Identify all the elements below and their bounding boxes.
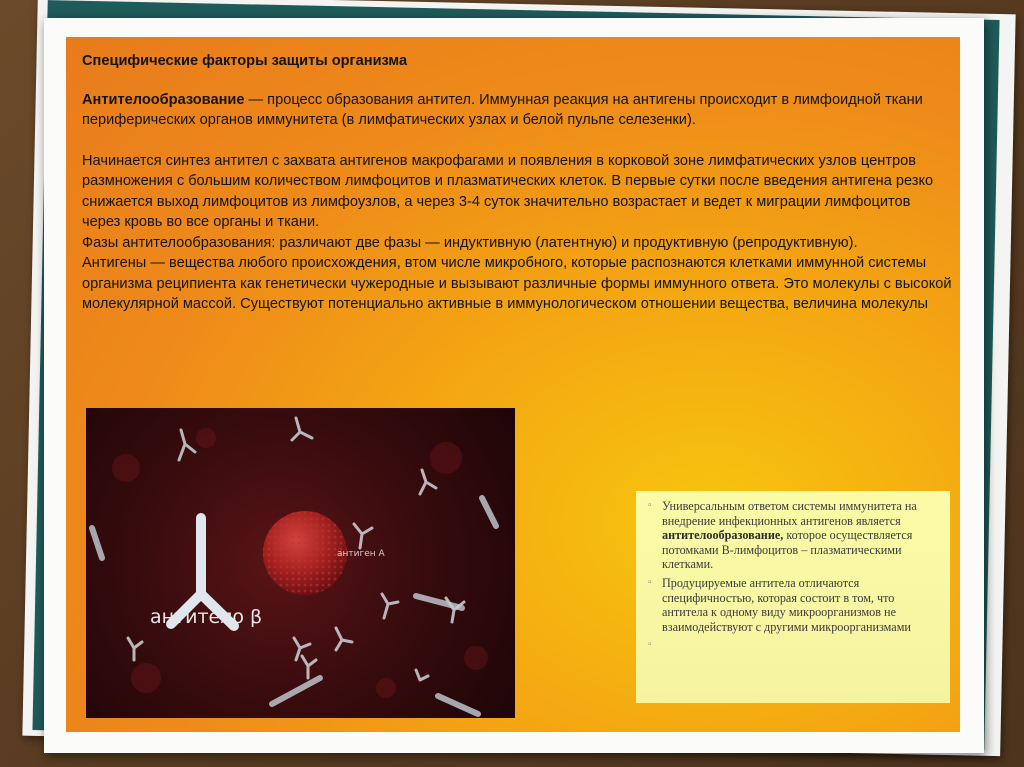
antibody-illustration (86, 408, 515, 718)
slide-title: Специфические факторы защиты организма (82, 53, 408, 69)
callout-item-2-text: Продуцируемые антитела отличаются специфичностью, которая состоит в том, что антитела к одному виду микроорганизмов не взаимодействуют с другими микроорганизмами (662, 575, 911, 634)
term-antibody-formation: Антителообразование (82, 91, 245, 108)
paragraph-phases: Фазы антителообразования: различают две фазы — индуктивную (латентную) и продуктивную (репродуктивную). (82, 234, 858, 251)
callout-item-2 (646, 576, 940, 634)
callout-item-1-bold: антителообразование, (662, 528, 784, 543)
paragraph-antibody-formation (82, 90, 952, 131)
paragraph-1-text: — процесс образования антител. Иммунная реакция на антигены происходит в лимфоидной ткани периферических органов иммунитета (в лимфатических узлах и белой пульпе селезенки). (82, 91, 923, 128)
antigen-sphere (263, 511, 347, 595)
callout-item-1-text-a: Универсальным ответом системы иммунитета на внедрение инфекционных антигенов является (662, 499, 917, 528)
antibody-label: антитело β (150, 606, 263, 628)
slide (66, 37, 960, 732)
paragraph-synthesis: Начинается синтез антител с захвата антигенов макрофагами и появления в корковой зоне лимфатических узлов центров размножения с большим количеством лимфоцитов и плазматических клеток. В первые сутки после введения антигена резко снижается выход лимфоцитов из лимфоузлов, а через 3-4 суток значительно возрастает и ведет к миграции лимфоцитов через кровь во все органы и ткани. (82, 152, 934, 230)
bullet-icon: ▫ (648, 500, 652, 511)
slide-text (82, 51, 952, 315)
bullet-icon: ▫ (648, 576, 652, 588)
antigen-label: антиген А (337, 549, 385, 559)
antibody-antigen-image (86, 408, 515, 718)
callout-box (636, 491, 950, 703)
callout-item-1 (646, 499, 940, 572)
bullet-icon: ▫ (648, 639, 652, 651)
callout-item-1-text-b: которое осуществляется потомками В-лимфоцитов – плазматическими клетками. (662, 528, 913, 572)
paragraph-antigens: Антигены — вещества любого происхождения, втом числе микробного, которые распознаются клетками иммунной системы организма реципиента как генетически чужеродные и вызывают различные формы иммунного ответа. Это молекулы с высокой молекулярной массой. Существуют потенциально активные в иммунологическом отношении вещества, величина молекулы (82, 255, 952, 312)
callout-item-empty (646, 638, 940, 652)
